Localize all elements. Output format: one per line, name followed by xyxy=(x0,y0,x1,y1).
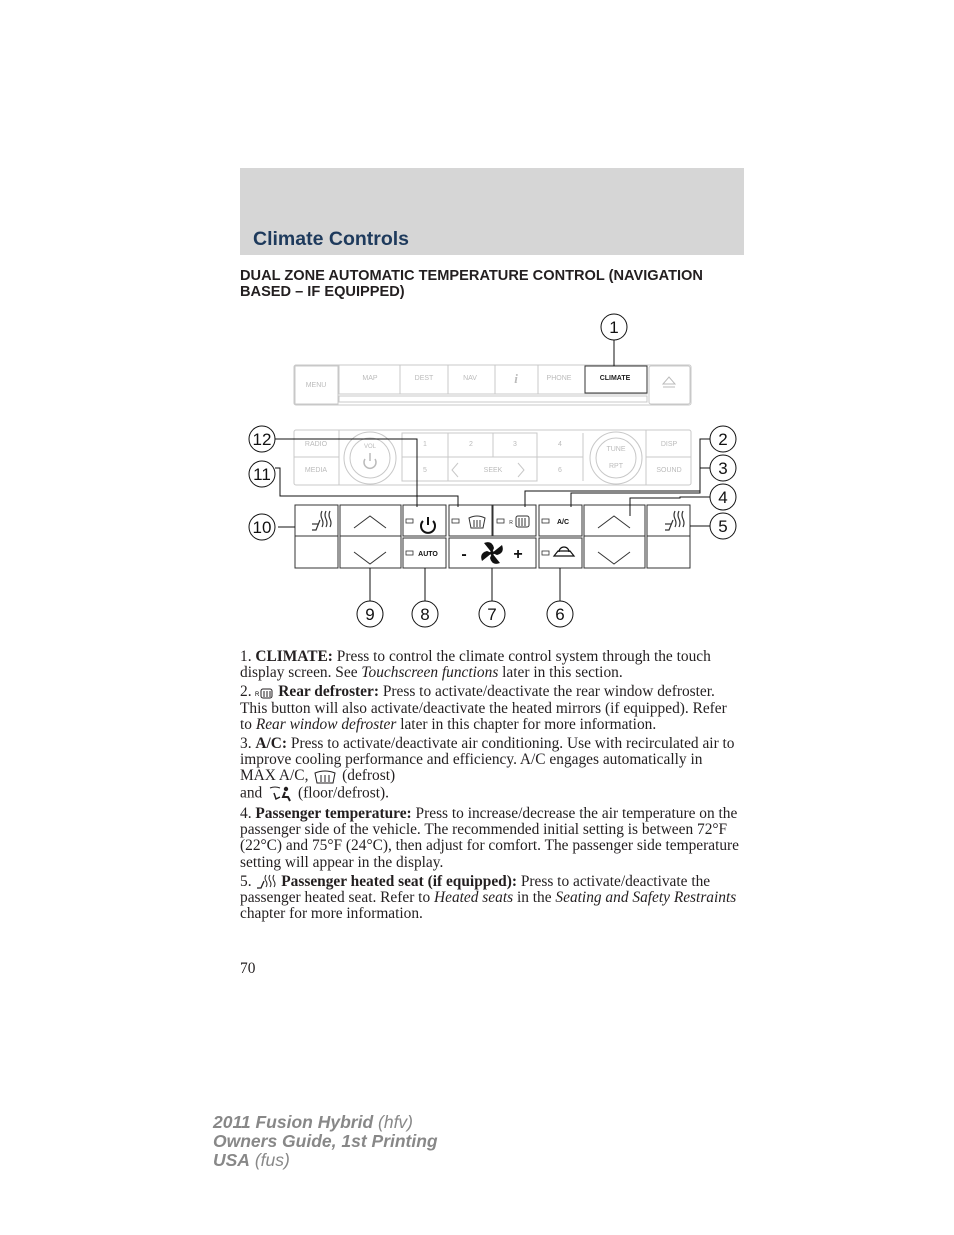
callout-4: 4 xyxy=(718,488,728,507)
heated-seat-icon xyxy=(255,874,277,890)
climate-control-diagram xyxy=(240,308,746,638)
rear-defrost-icon xyxy=(255,687,274,699)
auto-label: AUTO xyxy=(418,551,438,558)
sound-label: SOUND xyxy=(656,467,682,474)
preset-6: 6 xyxy=(558,467,562,474)
fan-minus: - xyxy=(461,546,467,563)
preset-5: 5 xyxy=(423,467,427,474)
power-knob-icon xyxy=(364,453,376,468)
callout-3: 3 xyxy=(718,459,728,478)
media-label: MEDIA xyxy=(304,467,328,474)
radio-label: RADIO xyxy=(304,441,328,448)
nav-label: NAV xyxy=(463,375,477,382)
page-number: 70 xyxy=(240,960,256,977)
list-item: 2. R Rear defroster: Press to activate/deactivate the rear window defroster. This button will also activate/deactivate the heated mirrors (if equipped). Refer to Rear window defroster later in this chapter for more information. xyxy=(240,683,727,733)
subheading: DUAL ZONE AUTOMATIC TEMPERATURE CONTROL (NAVIGATION BASED – IF EQUIPPED) xyxy=(240,268,703,300)
preset-1: 1 xyxy=(423,441,427,448)
floor-defrost-icon xyxy=(266,785,294,803)
callout-12: 12 xyxy=(252,430,272,449)
fan-plus: + xyxy=(513,546,523,563)
callout-2: 2 xyxy=(718,430,728,449)
climate-label: CLIMATE xyxy=(599,375,631,382)
svg-text:R: R xyxy=(255,691,260,698)
preset-3: 3 xyxy=(513,441,517,448)
menu-label: MENU xyxy=(305,382,327,389)
callout-7: 7 xyxy=(487,605,497,624)
section-title: Climate Controls xyxy=(253,228,410,250)
phone-label: PHONE xyxy=(546,375,572,382)
footer-region: USA xyxy=(213,1150,250,1170)
seek-label: SEEK xyxy=(483,467,503,474)
callout-10: 10 xyxy=(252,518,272,537)
eject-icon xyxy=(663,377,675,387)
radio-panel xyxy=(294,430,691,485)
list-item: 3. A/C: Press to activate/deactivate air conditioning. Use with recirculated air to improve cooling performance and efficiency. A/C engages automatically in MAX A/C, (defrost) and (floor/defrost). xyxy=(240,735,735,802)
list-item: 4. Passenger temperature: Press to increase/decrease the air temperature on the passenger side of the vehicle. The recommended initial setting is between 72°F (22°C) and 75°F (24°C), then adjust for comfort. The passenger side temperature setting will appear in the display. xyxy=(240,804,740,871)
footer-model: 2011 Fusion Hybrid xyxy=(213,1112,374,1132)
preset-4: 4 xyxy=(558,441,562,448)
ac-label: A/C xyxy=(556,519,570,526)
dest-label: DEST xyxy=(414,375,434,382)
map-label: MAP xyxy=(362,375,378,382)
footer: 2011 Fusion Hybrid (hfv) Owners Guide, 1st Printing USA (fus) xyxy=(213,1112,438,1170)
callout-5: 5 xyxy=(718,517,728,536)
info-label: i xyxy=(514,371,518,386)
callout-9: 9 xyxy=(365,605,375,624)
preset-2: 2 xyxy=(469,441,473,448)
callout-8: 8 xyxy=(420,605,430,624)
tune-label: TUNE xyxy=(606,446,626,453)
defrost-icon xyxy=(312,769,338,785)
callout-1: 1 xyxy=(609,318,619,337)
rpt-label: RPT xyxy=(609,463,623,470)
item-list xyxy=(240,649,740,926)
disp-label: DISP xyxy=(660,441,678,448)
footer-guide: Owners Guide, 1st Printing xyxy=(213,1131,438,1151)
list-item: 5. Passenger heated seat (if equipped): Press to activate/deactivate the passenger heated seat. Refer to Heated seats in the Seating and Safety Restraints chapter for more information. xyxy=(240,872,737,923)
vol-label: VOL xyxy=(363,444,377,450)
callout-11: 11 xyxy=(253,465,271,484)
rear-r-label: R xyxy=(509,520,513,526)
callout-6: 6 xyxy=(555,605,565,624)
list-item: 1. CLIMATE: Press to control the climate control system through the touch display screen. See Touchscreen functions later in this section. xyxy=(240,648,711,682)
